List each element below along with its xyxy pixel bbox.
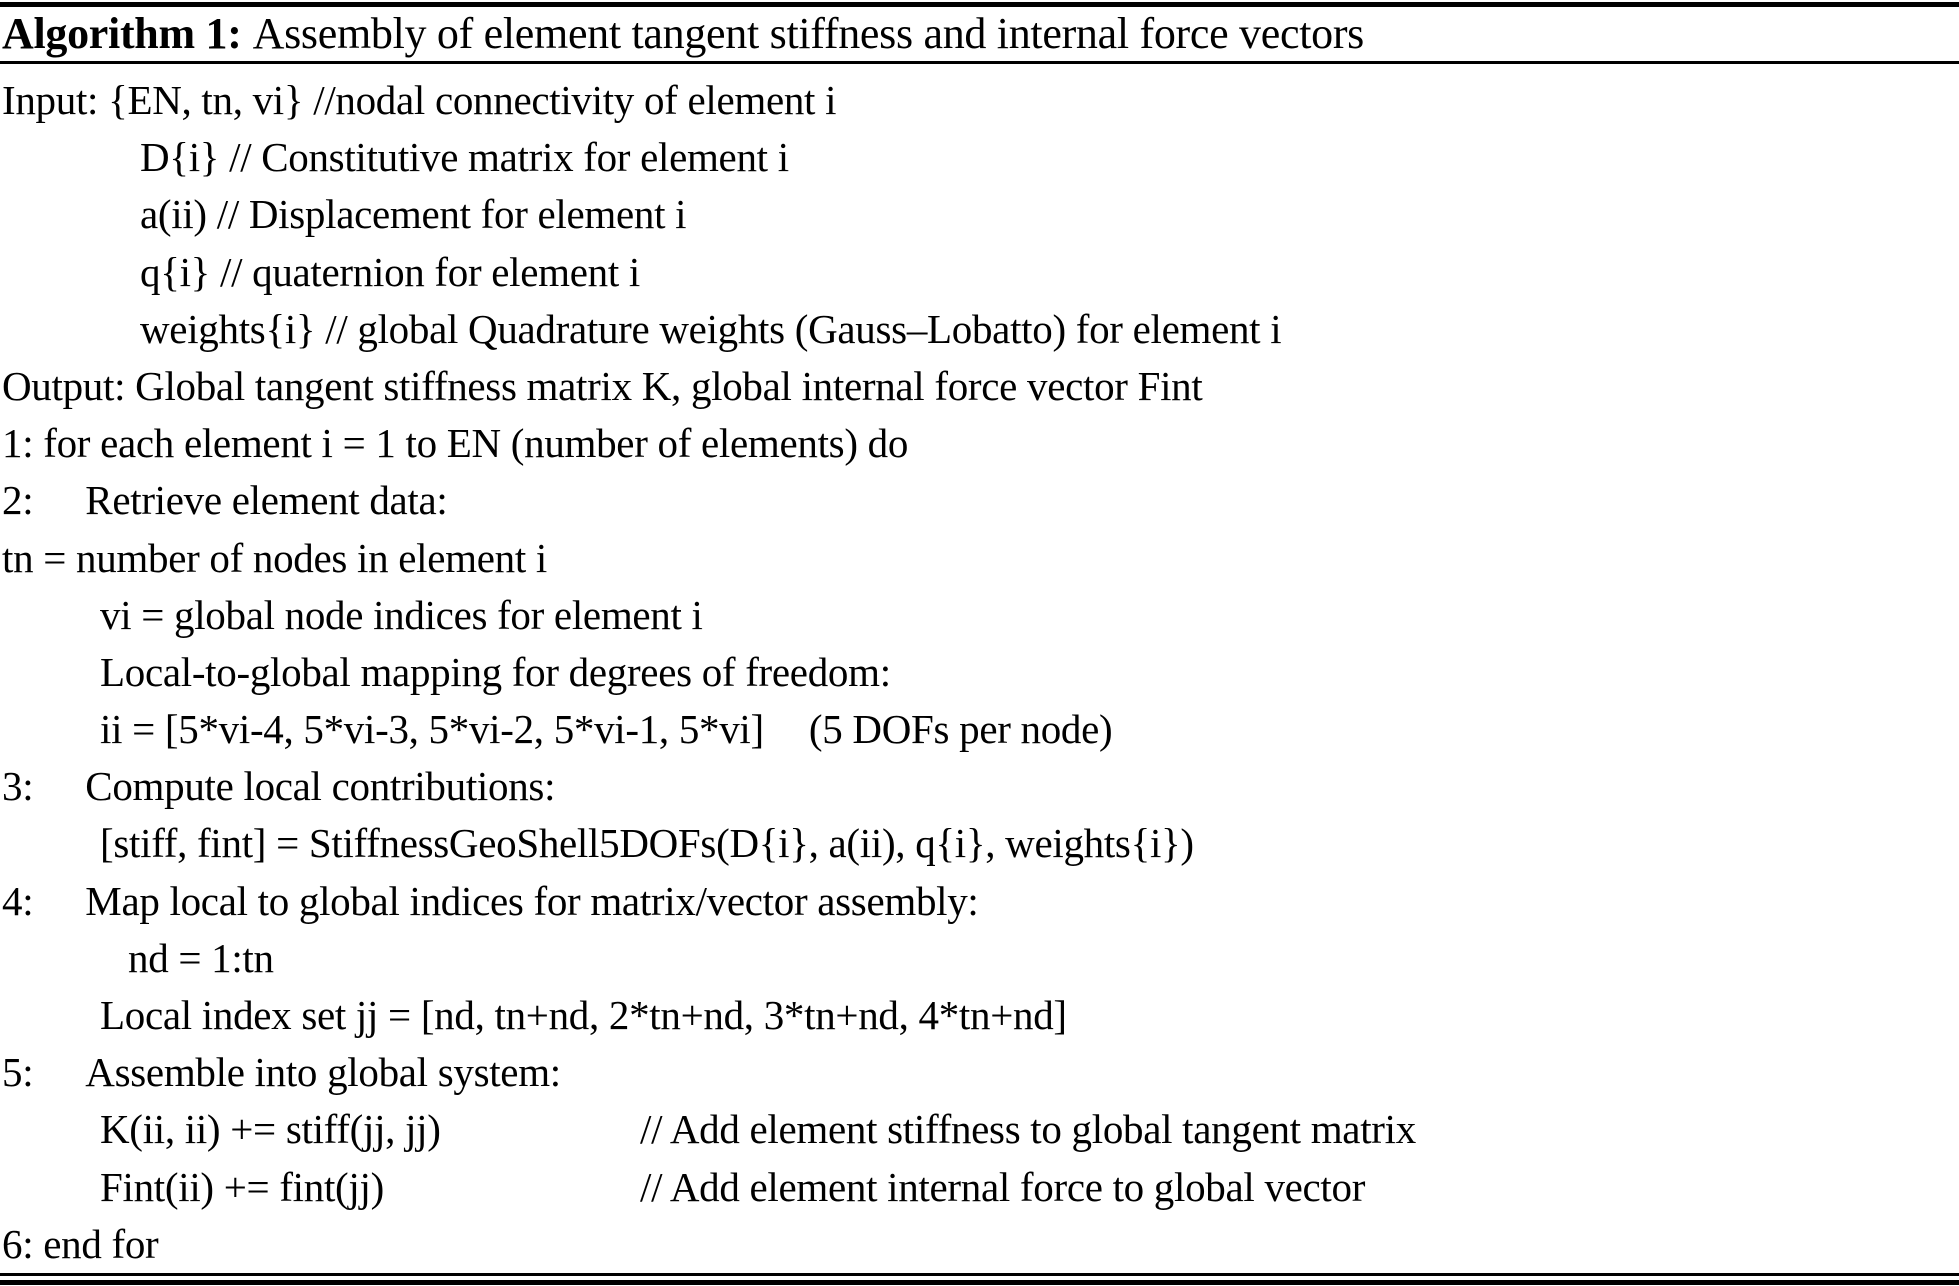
code-segment: (5 DOFs per node) bbox=[808, 706, 1113, 753]
code-segment: K(ii, ii) += stiff(jj, jj) bbox=[100, 1106, 441, 1153]
code-segment: 5: bbox=[2, 1049, 34, 1096]
algorithm-line bbox=[0, 129, 1959, 186]
algorithm-line bbox=[0, 301, 1959, 358]
algorithm-line bbox=[0, 244, 1959, 301]
algorithm-line bbox=[0, 1044, 1959, 1101]
algorithm-line bbox=[0, 701, 1959, 758]
code-segment: Assemble into global system: bbox=[85, 1049, 561, 1096]
algorithm-line bbox=[0, 987, 1959, 1044]
code-segment: a(ii) // Displacement for element i bbox=[140, 191, 687, 238]
code-segment: nd = 1:tn bbox=[128, 934, 274, 981]
algorithm-line bbox=[0, 587, 1959, 644]
code-segment: weights{i} // global Quadrature weights (Gauss–Lobatto) for element i bbox=[140, 305, 1282, 352]
code-segment: vi = global node indices for element i bbox=[100, 591, 703, 638]
code-segment: tn = number of nodes in element i bbox=[2, 534, 547, 581]
algorithm-line bbox=[0, 186, 1959, 243]
comment-segment: // Add element stiffness to global tangent matrix bbox=[640, 1106, 1416, 1153]
code-segment: Fint(ii) += fint(jj) bbox=[100, 1163, 384, 1210]
algorithm-body bbox=[0, 64, 1959, 1273]
algorithm-line bbox=[0, 472, 1959, 529]
code-segment: Map local to global indices for matrix/vector assembly: bbox=[85, 877, 979, 924]
code-segment: Compute local contributions: bbox=[85, 763, 556, 810]
code-segment: 6: end for bbox=[2, 1220, 159, 1267]
code-segment: ii = [5*vi-4, 5*vi-3, 5*vi-2, 5*vi-1, 5*vi] bbox=[100, 706, 764, 753]
algorithm-line bbox=[0, 873, 1959, 930]
code-segment: [stiff, fint] = StiffnessGeoShell5DOFs(D{i}, a(ii), q{i}, weights{i}) bbox=[100, 820, 1194, 867]
algorithm-title bbox=[0, 7, 1959, 61]
bottom-rule-thick bbox=[0, 1280, 1959, 1285]
algorithm-line bbox=[0, 758, 1959, 815]
code-segment: 1: for each element i = 1 to EN (number of elements) do bbox=[2, 420, 909, 467]
code-segment: Output: Global tangent stiffness matrix K, global internal force vector Fint bbox=[2, 362, 1203, 409]
code-segment: Local index set jj = [nd, tn+nd, 2*tn+nd, 3*tn+nd, 4*tn+nd] bbox=[100, 992, 1067, 1038]
algorithm-line bbox=[0, 644, 1959, 701]
algorithm-title-label: Algorithm 1: bbox=[2, 9, 242, 58]
algorithm-line bbox=[0, 1101, 1959, 1158]
code-segment: 2: bbox=[2, 477, 34, 524]
comment-segment: // Add element internal force to global vector bbox=[640, 1163, 1366, 1210]
code-segment: 3: bbox=[2, 763, 34, 810]
algorithm-line bbox=[0, 1159, 1959, 1216]
code-segment: Retrieve element data: bbox=[85, 477, 448, 524]
code-segment: 4: bbox=[2, 877, 34, 924]
code-segment: q{i} // quaternion for element i bbox=[140, 248, 640, 295]
algorithm-title-text: Assembly of element tangent stiffness and internal force vectors bbox=[252, 9, 1365, 58]
code-segment: Input: {EN, tn, vi} //nodal connectivity of element i bbox=[2, 77, 837, 123]
code-segment: D{i} // Constitutive matrix for element i bbox=[140, 134, 789, 181]
algorithm-line bbox=[0, 930, 1959, 987]
code-segment: Local-to-global mapping for degrees of freedom: bbox=[100, 648, 891, 695]
algorithm-line bbox=[0, 815, 1959, 872]
algorithm-line bbox=[0, 1216, 1959, 1273]
algorithm-line bbox=[0, 72, 1959, 129]
algorithm-line bbox=[0, 415, 1959, 472]
algorithm-line bbox=[0, 358, 1959, 415]
algorithm-line bbox=[0, 530, 1959, 587]
